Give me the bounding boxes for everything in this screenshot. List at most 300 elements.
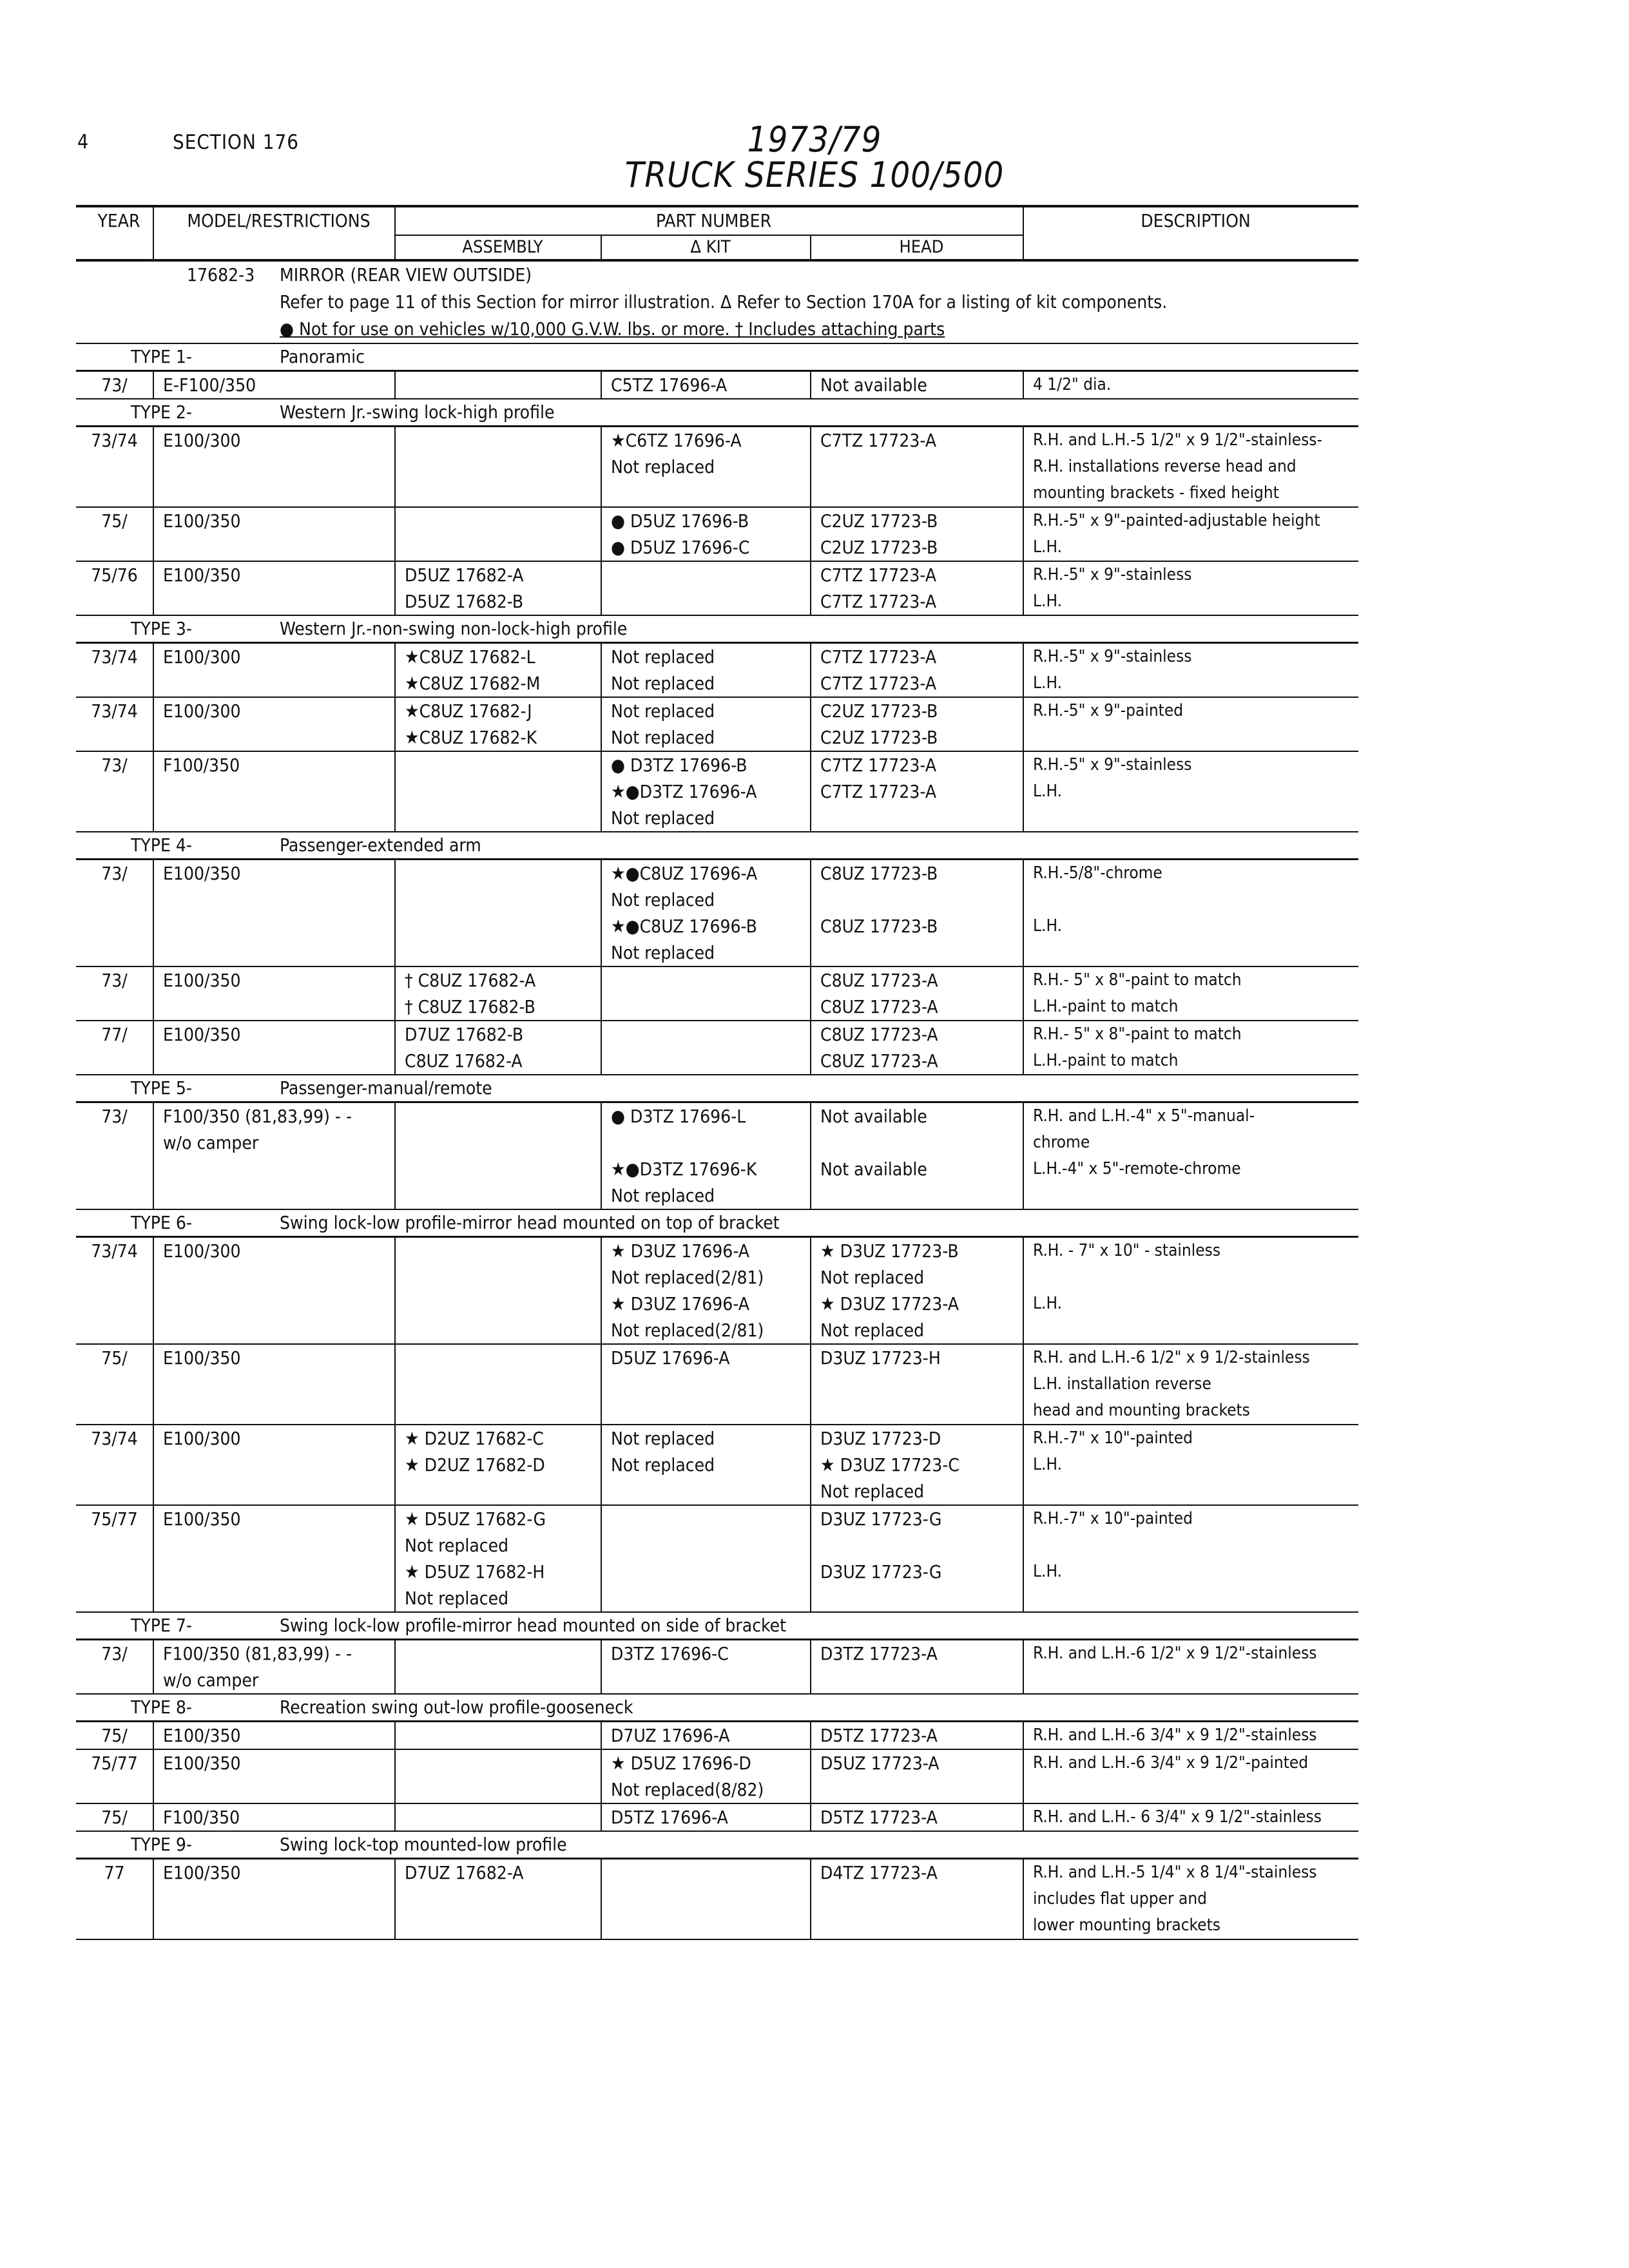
type-row (76, 1831, 1358, 1859)
head-line: C7TZ 17723-A (820, 591, 937, 612)
model-cell (153, 1021, 395, 1075)
assembly-line: ★ D5UZ 17682-G (405, 1508, 546, 1530)
description-line (1033, 1264, 1358, 1291)
head-cell (811, 427, 1023, 508)
description-line: R.H. and L.H.-5 1/4" x 8 1/4"-stainless (1033, 1863, 1317, 1882)
kit-line: D3TZ 17696-C (611, 1643, 729, 1664)
table-body (76, 260, 1358, 1939)
assembly-cell (395, 751, 601, 832)
table-row (76, 1021, 1358, 1075)
description-cell (1023, 697, 1358, 751)
head-line: C2UZ 17723-B (820, 510, 938, 532)
kit-line (611, 480, 810, 506)
type-row (76, 399, 1358, 427)
assembly-cell (395, 1021, 601, 1075)
model-cell (153, 371, 395, 399)
assembly-cell (395, 860, 601, 967)
head-line: C7TZ 17723-A (820, 754, 937, 776)
description-line: R.H.-5" x 9"-painted-adjustable height (1033, 511, 1320, 530)
description-cell (1023, 751, 1358, 832)
table-row (76, 561, 1358, 615)
kit-line (611, 967, 810, 994)
assembly-line: ★C8UZ 17682-J (405, 700, 532, 722)
assembly-cell (395, 966, 601, 1021)
type-label: TYPE 6- (131, 1212, 192, 1233)
head-cell (811, 1640, 1023, 1695)
assembly-line: ★C8UZ 17682-K (405, 727, 537, 748)
model-line: E100/300 (163, 646, 241, 668)
assembly-cell (395, 697, 601, 751)
kit-line: ★●D3TZ 17696-A (611, 781, 757, 802)
kit-line: Not replaced (611, 673, 715, 694)
head-line: D3UZ 17723-G (820, 1561, 942, 1582)
kit-line: ★●D3TZ 17696-K (611, 1158, 757, 1180)
head-cell (811, 751, 1023, 832)
model-line: F100/350 (81,83,99) - - (163, 1643, 352, 1664)
table-row (76, 371, 1358, 399)
description-cell (1023, 1505, 1358, 1612)
description-line: R.H. - 7" x 10" - stainless (1033, 1241, 1221, 1260)
description-line: R.H. and L.H.-5 1/2" x 9 1/2"-stainless- (1033, 430, 1322, 450)
description-cell (1023, 1859, 1358, 1940)
assembly-line: D7UZ 17682-B (405, 1024, 524, 1045)
assembly-cell (395, 561, 601, 615)
kit-cell (601, 507, 811, 561)
description-line: L.H. (1033, 782, 1063, 801)
model-line: E100/350 (163, 1725, 241, 1746)
assembly-line: ★ D2UZ 17682-C (405, 1428, 545, 1449)
assembly-cell (395, 371, 601, 399)
kit-line: ★ D3UZ 17696-A (611, 1293, 750, 1314)
model-cell (153, 643, 395, 698)
model-cell (153, 1344, 395, 1425)
kit-line: D5TZ 17696-A (611, 1807, 728, 1828)
model-cell (153, 697, 395, 751)
type-label: TYPE 1- (131, 346, 192, 367)
col-description: DESCRIPTION (1023, 206, 1358, 235)
description-cell (1023, 427, 1358, 508)
head-line: Not available (820, 1158, 927, 1180)
description-line: R.H.-7" x 10"-painted (1033, 1428, 1193, 1448)
type-title: Swing lock-low profile-mirror head mounted on side of bracket (280, 1615, 787, 1636)
head-line: D3UZ 17723-H (820, 1347, 941, 1369)
description-cell (1023, 561, 1358, 615)
head-line: ★ D3UZ 17723-A (820, 1293, 959, 1314)
kit-cell (601, 697, 811, 751)
kit-line: ● D5UZ 17696-B (611, 510, 749, 532)
assembly-line (405, 1750, 601, 1776)
assembly-cell (395, 1803, 601, 1831)
head-cell (811, 643, 1023, 698)
kit-cell (601, 1640, 811, 1695)
description-line: R.H. and L.H.-6 3/4" x 9 1/2"-painted (1033, 1753, 1309, 1773)
kit-cell (601, 1505, 811, 1612)
type-line (76, 832, 1358, 860)
head-line: ★ D3UZ 17723-C (820, 1454, 960, 1475)
kit-cell (601, 1344, 811, 1425)
reference-note-2: ● Not for use on vehicles w/10,000 G.V.W. lbs. or more. † Includes attaching parts (280, 318, 945, 340)
year-cell: 73/ (76, 860, 153, 967)
kit-line: Not replaced (611, 1185, 715, 1206)
description-line: R.H. and L.H.-4" x 5"-manual- (1033, 1106, 1255, 1126)
head-line: D5TZ 17723-A (820, 1807, 938, 1828)
year-cell: 73/ (76, 1640, 153, 1695)
type-label: TYPE 4- (131, 834, 192, 856)
kit-cell (601, 1102, 811, 1210)
model-line: E100/350 (163, 863, 241, 884)
model-cell (153, 1803, 395, 1831)
assembly-line: C8UZ 17682-A (405, 1050, 523, 1072)
table-row (76, 860, 1358, 967)
table-row (76, 1640, 1358, 1695)
description-line: R.H. installations reverse head and (1033, 457, 1296, 476)
kit-line: Not replaced (611, 1428, 715, 1449)
page-number: 4 (77, 131, 89, 153)
year-cell: 75/77 (76, 1505, 153, 1612)
year-cell: 73/ (76, 751, 153, 832)
head-cell (811, 1803, 1023, 1831)
head-line: C2UZ 17723-B (820, 727, 938, 748)
description-cell (1023, 1344, 1358, 1425)
type-label: TYPE 5- (131, 1077, 192, 1099)
description-cell (1023, 1102, 1358, 1210)
kit-line: C5TZ 17696-A (611, 374, 728, 396)
assembly-cell (395, 1722, 601, 1750)
head-line: D5TZ 17723-A (820, 1725, 938, 1746)
model-cell (153, 1425, 395, 1505)
head-line: C7TZ 17723-A (820, 673, 937, 694)
assembly-cell (395, 1640, 601, 1695)
model-line: E100/350 (163, 1347, 241, 1369)
model-line: E100/300 (163, 1240, 241, 1262)
model-line: E100/300 (163, 700, 241, 722)
kit-line: Not replaced(8/82) (611, 1779, 764, 1800)
assembly-cell (395, 643, 601, 698)
model-line: E100/350 (163, 970, 241, 991)
description-cell (1023, 1722, 1358, 1750)
head-line: Not replaced (820, 1481, 925, 1502)
kit-line: ★●C8UZ 17696-B (611, 916, 757, 937)
table-subheader-row (76, 235, 1358, 260)
table-row (76, 966, 1358, 1021)
kit-line: D5UZ 17696-A (611, 1347, 730, 1369)
head-line: Not replaced (820, 1320, 925, 1341)
kit-cell (601, 643, 811, 698)
description-line: L.H. (1033, 537, 1063, 557)
description-cell (1023, 1749, 1358, 1803)
description-line: L.H.-paint to match (1033, 1051, 1179, 1070)
type-title: Western Jr.-non-swing non-lock-high profile (280, 618, 628, 639)
kit-cell (601, 371, 811, 399)
year-cell: 73/ (76, 1102, 153, 1210)
description-cell (1023, 1237, 1358, 1345)
head-line: D5UZ 17723-A (820, 1753, 940, 1774)
model-cell (153, 561, 395, 615)
model-cell (153, 1102, 395, 1210)
model-line: E100/350 (163, 564, 241, 586)
description-cell (1023, 966, 1358, 1021)
type-title: Passenger-extended arm (280, 834, 481, 856)
table-row (76, 697, 1358, 751)
kit-line: Not replaced (611, 646, 715, 668)
head-line: ★ D3UZ 17723-B (820, 1240, 959, 1262)
kit-line: Not replaced (611, 889, 715, 910)
kit-line: ★ D5UZ 17696-D (611, 1753, 751, 1774)
model-line: E100/350 (163, 1753, 241, 1774)
type-row (76, 832, 1358, 860)
col-assembly: ASSEMBLY (395, 235, 601, 260)
description-line: includes flat upper and (1033, 1889, 1208, 1908)
assembly-cell (395, 1237, 601, 1345)
model-line: w/o camper (163, 1132, 259, 1153)
head-cell (811, 1021, 1023, 1075)
head-cell (811, 860, 1023, 967)
description-line: chrome (1033, 1133, 1090, 1152)
model-cell (153, 1859, 395, 1940)
year-cell: 73/ (76, 371, 153, 399)
assembly-line (405, 1640, 601, 1667)
kit-cell (601, 1425, 811, 1505)
kit-cell (601, 1021, 811, 1075)
assembly-line: † C8UZ 17682-B (405, 996, 535, 1017)
table-row (76, 427, 1358, 508)
type-line (76, 343, 1358, 371)
model-line: F100/350 (163, 1807, 240, 1828)
description-line: R.H. and L.H.-6 3/4" x 9 1/2"-stainless (1033, 1725, 1317, 1745)
type-line (76, 615, 1358, 643)
assembly-line (405, 1238, 601, 1264)
assembly-cell (395, 1425, 601, 1505)
description-line: L.H. (1033, 1294, 1063, 1313)
type-row (76, 1075, 1358, 1102)
head-line: C7TZ 17723-A (820, 781, 937, 802)
table-row (76, 1722, 1358, 1750)
kit-line: Not replaced(2/81) (611, 1320, 764, 1341)
table-row (76, 1425, 1358, 1505)
type-label: TYPE 9- (131, 1834, 192, 1855)
kit-line: Not replaced (611, 700, 715, 722)
model-line: E100/350 (163, 1024, 241, 1045)
col-head: HEAD (811, 235, 1023, 260)
model-cell (153, 751, 395, 832)
assembly-line: Not replaced (405, 1588, 509, 1609)
kit-line (611, 1506, 810, 1532)
description-line: L.H.-4" x 5"-remote-chrome (1033, 1159, 1241, 1178)
type-line (76, 1831, 1358, 1859)
kit-cell (601, 966, 811, 1021)
description-line: lower mounting brackets (1033, 1916, 1220, 1935)
head-line: Not replaced (820, 1267, 925, 1288)
description-line: R.H. and L.H.- 6 3/4" x 9 1/2"-stainless (1033, 1807, 1322, 1827)
assembly-line (405, 1345, 601, 1371)
description-line: R.H.-5" x 9"-stainless (1033, 647, 1192, 666)
kit-cell (601, 1722, 811, 1750)
type-line (76, 1694, 1358, 1722)
table-row (76, 1803, 1358, 1831)
head-cell (811, 1505, 1023, 1612)
reference-notes (76, 289, 1358, 343)
model-cell (153, 507, 395, 561)
year-cell: 73/74 (76, 1425, 153, 1505)
table-row (76, 1859, 1358, 1940)
description-line: L.H. installation reverse (1033, 1374, 1211, 1394)
description-line: mounting brackets - fixed height (1033, 483, 1279, 503)
kit-cell (601, 1859, 811, 1940)
model-line: E100/350 (163, 510, 241, 532)
assembly-line: D5UZ 17682-A (405, 564, 524, 586)
kit-cell (601, 1237, 811, 1345)
head-cell (811, 561, 1023, 615)
kit-line: Not replaced (611, 456, 715, 477)
table-row (76, 1102, 1358, 1210)
head-line: C8UZ 17723-A (820, 1024, 938, 1045)
head-line: D4TZ 17723-A (820, 1862, 938, 1883)
kit-line (611, 1129, 810, 1156)
kit-line: Not replaced (611, 727, 715, 748)
kit-line: Not replaced (611, 942, 715, 963)
assembly-line (405, 1722, 601, 1749)
page-title-series: TRUCK SERIES 100/500 (624, 155, 1005, 195)
model-cell (153, 1722, 395, 1750)
assembly-cell (395, 1344, 601, 1425)
assembly-line: † C8UZ 17682-A (405, 970, 536, 991)
head-line: D3UZ 17723-G (820, 1508, 942, 1530)
kit-line (611, 1021, 810, 1048)
description-line: R.H.-5" x 9"-stainless (1033, 755, 1192, 774)
type-title: Panoramic (280, 346, 365, 367)
kit-line (611, 562, 810, 588)
kit-line: D7UZ 17696-A (611, 1725, 730, 1746)
type-label: TYPE 8- (131, 1696, 192, 1718)
model-line: E100/300 (163, 430, 241, 451)
description-cell (1023, 1803, 1358, 1831)
assembly-cell (395, 1859, 601, 1940)
model-cell (153, 1237, 395, 1345)
head-line: C8UZ 17723-B (820, 916, 938, 937)
assembly-line (405, 427, 601, 454)
model-cell (153, 427, 395, 508)
type-line (76, 1612, 1358, 1640)
head-line: Not available (820, 1106, 927, 1127)
head-cell (811, 507, 1023, 561)
assembly-line: ★C8UZ 17682-L (405, 646, 535, 668)
type-row (76, 1694, 1358, 1722)
reference-name: MIRROR (REAR VIEW OUTSIDE) (280, 264, 532, 285)
kit-cell (601, 561, 811, 615)
head-cell (811, 1425, 1023, 1505)
year-cell: 73/74 (76, 1237, 153, 1345)
type-row (76, 343, 1358, 371)
assembly-line: Not replaced (405, 1535, 509, 1556)
description-line (1033, 1532, 1358, 1559)
model-line: E100/350 (163, 1862, 241, 1883)
head-cell (811, 1859, 1023, 1940)
year-cell: 75/77 (76, 1749, 153, 1803)
description-line: L.H.-paint to match (1033, 997, 1179, 1016)
description-line: R.H.-7" x 10"-painted (1033, 1509, 1193, 1528)
year-cell: 73/74 (76, 427, 153, 508)
type-label: TYPE 2- (131, 401, 192, 423)
head-cell (811, 697, 1023, 751)
kit-line: ● D5UZ 17696-C (611, 537, 750, 558)
kit-line (611, 1860, 810, 1886)
description-line: L.H. (1033, 673, 1063, 693)
head-cell (811, 1344, 1023, 1425)
head-line (820, 1129, 1023, 1156)
description-line: R.H. and L.H.-6 1/2" x 9 1/2-stainless (1033, 1348, 1310, 1367)
head-line: C7TZ 17723-A (820, 430, 937, 451)
description-line: R.H. and L.H.-6 1/2" x 9 1/2"-stainless (1033, 1644, 1317, 1663)
type-title: Swing lock-top mounted-low profile (280, 1834, 567, 1855)
type-title: Western Jr.-swing lock-high profile (280, 401, 555, 423)
model-line: E100/300 (163, 1428, 241, 1449)
model-line: E-F100/350 (163, 374, 256, 396)
page-title-years: 1973/79 (747, 119, 882, 160)
type-row (76, 615, 1358, 643)
year-cell: 75/ (76, 1344, 153, 1425)
head-line: C7TZ 17723-A (820, 646, 937, 668)
year-cell: 73/ (76, 966, 153, 1021)
col-model: MODEL/RESTRICTIONS (153, 206, 395, 235)
head-cell (811, 1749, 1023, 1803)
kit-line: ★●C8UZ 17696-A (611, 863, 758, 884)
kit-line: ● D3TZ 17696-L (611, 1106, 746, 1127)
kit-cell (601, 751, 811, 832)
assembly-cell (395, 507, 601, 561)
model-line: w/o camper (163, 1669, 259, 1691)
kit-cell (601, 860, 811, 967)
model-line: F100/350 (81,83,99) - - (163, 1106, 352, 1127)
assembly-line (405, 860, 601, 887)
type-line (76, 399, 1358, 427)
description-line: L.H. (1033, 1562, 1063, 1581)
table-row (76, 1344, 1358, 1425)
description-cell (1023, 1021, 1358, 1075)
description-cell (1023, 1425, 1358, 1505)
head-line: D3TZ 17723-A (820, 1643, 938, 1664)
head-line: C2UZ 17723-B (820, 537, 938, 558)
year-cell: 75/ (76, 507, 153, 561)
description-cell (1023, 507, 1358, 561)
kit-line: ★C6TZ 17696-A (611, 430, 742, 451)
table-row (76, 1749, 1358, 1803)
head-cell (811, 1102, 1023, 1210)
table-row (76, 751, 1358, 832)
type-title: Recreation swing out-low profile-gooseneck (280, 1696, 633, 1718)
col-kit: Δ KIT (601, 235, 811, 260)
assembly-line (405, 1804, 601, 1831)
reference-code: 17682-3 (187, 264, 255, 285)
year-cell: 77/ (76, 1021, 153, 1075)
assembly-cell (395, 1749, 601, 1803)
description-line: 4 1/2" dia. (1033, 375, 1112, 394)
year-cell: 73/74 (76, 643, 153, 698)
kit-line: Not replaced (611, 1454, 715, 1475)
head-line: Not available (820, 374, 927, 396)
kit-cell (601, 1803, 811, 1831)
head-cell (811, 1237, 1023, 1345)
description-cell (1023, 643, 1358, 698)
head-cell (811, 966, 1023, 1021)
table-row (76, 507, 1358, 561)
head-line: D3UZ 17723-D (820, 1428, 941, 1449)
head-line: C7TZ 17723-A (820, 564, 937, 586)
assembly-line: D7UZ 17682-A (405, 1862, 524, 1883)
table-header-row (76, 206, 1358, 235)
col-year: YEAR (76, 206, 153, 235)
section-label: SECTION 176 (173, 131, 299, 154)
reference-note-1: Refer to page 11 of this Section for mirror illustration. Δ Refer to Section 170A for a listing of kit components. (280, 291, 1168, 312)
